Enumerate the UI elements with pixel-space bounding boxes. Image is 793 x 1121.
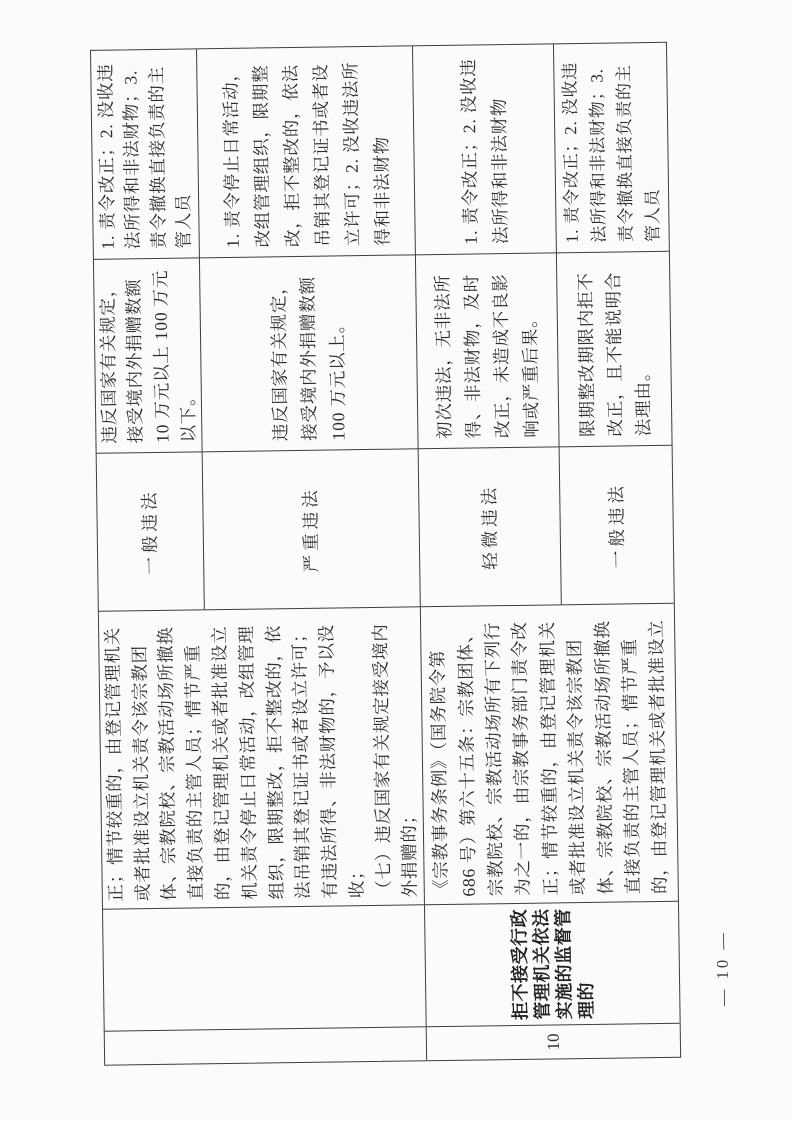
violation-empty-cell	[103, 904, 427, 1030]
penalty-cell-row1: 1. 责令改正；2. 没收违 法所得和非法财物；3. 责令撤换直接负责的主 管人员	[91, 49, 200, 258]
circumstance-cell-row2: 违反国家有关规定， 接受境内外捐赠数额 100 万元以上。	[200, 254, 419, 451]
severity-cell-row3: 轻微违法	[419, 446, 562, 606]
legal-basis-upper-cell: 正；情节较重的，由登记管理机关 或者批准设立机关责令该宗教团 体、宗教院校、宗教活动场所撤换 直接负责的主管人员；情节严重 的，由登记管理机关或者批准设立 机关责令停止日常活动，改组管理 组织，限期整改，拒不整改的，依 法吊销其登记证书或者设立许可； 有违法所得、非法财物的，予以没 收； （七）违反国家有关规定接受境内 外捐赠的；	[99, 606, 425, 908]
penalty-discretion-table	[90, 42, 681, 1066]
severity-cell-row1: 一般违法	[97, 451, 205, 610]
circumstance-cell-row4: 限期整改期限内拒不 改正，且不能说明合 法理由。	[557, 251, 672, 447]
penalty-cell-row3: 1. 责令改正；2. 没收违 法所得和非法财物	[413, 44, 557, 254]
severity-cell-row4: 一般违法	[560, 445, 674, 605]
serial-empty-cell	[105, 1026, 427, 1064]
circumstance-cell-row3: 初次违法，无非法所 得、非法财物，及时 改正，未造成不良影 响或严重后果。	[416, 252, 560, 448]
page-number: — 10 —	[712, 930, 733, 1007]
circumstance-cell-row1: 违反国家有关规定， 接受境内外捐赠数额 10 万元以上 100 万元 以下。	[94, 257, 203, 452]
legal-basis-lower-cell: 《宗教事务条例》（国务院令第 686 号）第六十五条：宗教团体、 宗教院校、宗教活动场所有下列行 为之一的，由宗教事务部门责令改 正；情节较重的，由登记管理机关 或者批准设立机关责令该宗教团 体、宗教院校、宗教活动场所撤换 直接负责的主管人员；情节严重 的，由登记管理机关或者批准设立	[421, 603, 678, 905]
penalty-cell-row2: 1. 责令停止日常活动， 改组管理组织，限期整 改，拒不整改的，依法 吊销其登记证书或者设 立许可；2. 没收违法所 得和非法财物	[197, 46, 416, 257]
severity-cell-row2: 严重违法	[203, 448, 421, 609]
penalty-cell-row4: 1. 责令改正；2. 没收违 法所得和非法财物；3. 责令撤换直接负责的主 管人员	[560, 61, 663, 244]
serial-cell: 10	[427, 1023, 680, 1061]
violation-cell: 拒不接受行政 管理机关依法 实施的监督管 理的	[425, 901, 680, 1027]
